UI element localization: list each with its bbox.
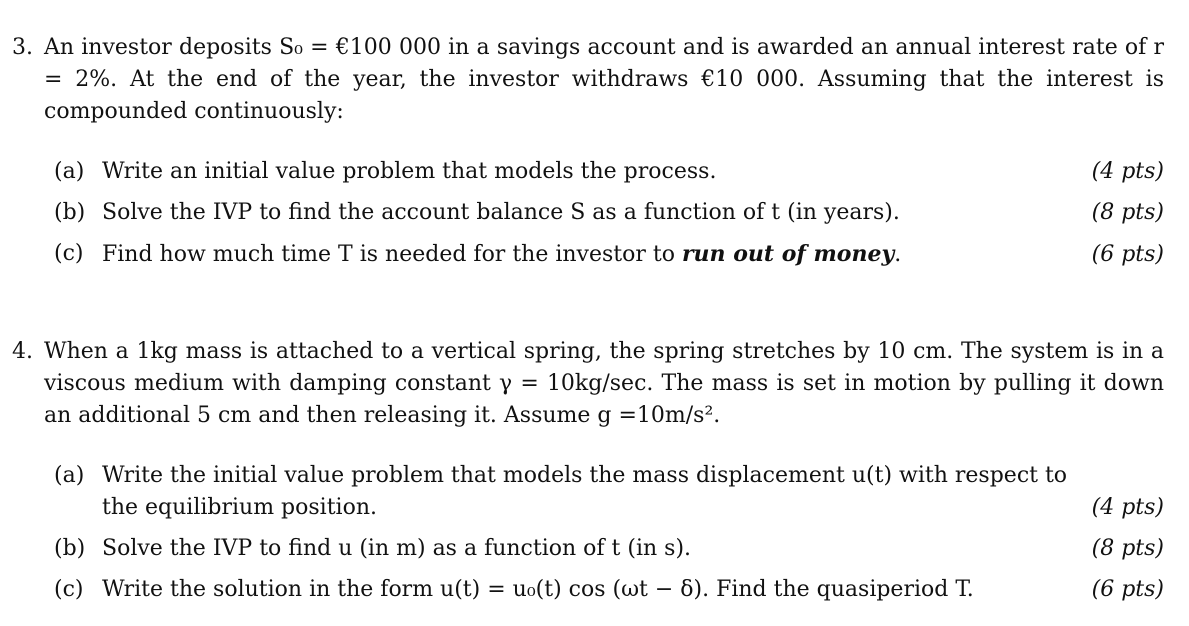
problem-number: 3. (12, 35, 33, 60)
part-c (54, 574, 1164, 606)
part-text-before: Find how much time T is needed for the investor to (102, 242, 682, 267)
problem-statement: When a 1kg mass is attached to a vertical spring, the spring stretches by 10 cm. The system is in a viscous medium with damping constant γ = 10kg/sec. The mass is set in motion by pulling it down an additional 5 cm and then releasing it. Assume g =10m/s². (44, 339, 1164, 428)
part-c (54, 238, 1164, 271)
problem-3 (12, 32, 1164, 280)
part-b (54, 533, 1164, 565)
problem-3-header (12, 32, 1164, 128)
points-badge: (8 pts) (1091, 536, 1164, 561)
problem-3-parts (54, 156, 1164, 271)
part-text: Write an initial value problem that models the process. (102, 159, 717, 184)
points-badge: (6 pts) (1091, 242, 1164, 267)
part-a (54, 460, 1164, 524)
part-label: (c) (54, 241, 84, 266)
problem-statement: An investor deposits S₀ = €100 000 in a savings account and is awarded an annual interest rate of r = 2%. At the end of the year, the investor withdraws €10 000. Assuming that the interest is compounded continuously: (44, 35, 1164, 124)
part-a (54, 156, 1164, 188)
part-label: (b) (54, 536, 86, 561)
points-badge: (4 pts) (1091, 159, 1164, 184)
points-badge: (6 pts) (1091, 577, 1164, 602)
problem-4-header (12, 336, 1164, 432)
part-label: (a) (54, 159, 85, 184)
part-text: Solve the IVP to find the account balance S as a function of t (in years). (102, 200, 900, 225)
points-badge: (8 pts) (1091, 200, 1164, 225)
part-text: Write the solution in the form u(t) = u₀(t) cos (ωt − δ). Find the quasiperiod T. (102, 577, 974, 602)
part-b (54, 197, 1164, 229)
part-text: Write the initial value problem that models the mass displacement u(t) with respect to the equilibrium position. (102, 463, 1068, 520)
emphasized-text: run out of money (681, 241, 895, 267)
points-badge: (4 pts) (1091, 495, 1164, 520)
part-label: (c) (54, 577, 84, 602)
problem-4-parts (54, 460, 1164, 606)
part-label: (b) (54, 200, 86, 225)
problem-number: 4. (12, 339, 33, 364)
part-text: Solve the IVP to find u (in m) as a function of t (in s). (102, 536, 692, 561)
part-text-after: . (894, 242, 902, 267)
part-label: (a) (54, 463, 85, 488)
problem-4 (12, 336, 1164, 615)
